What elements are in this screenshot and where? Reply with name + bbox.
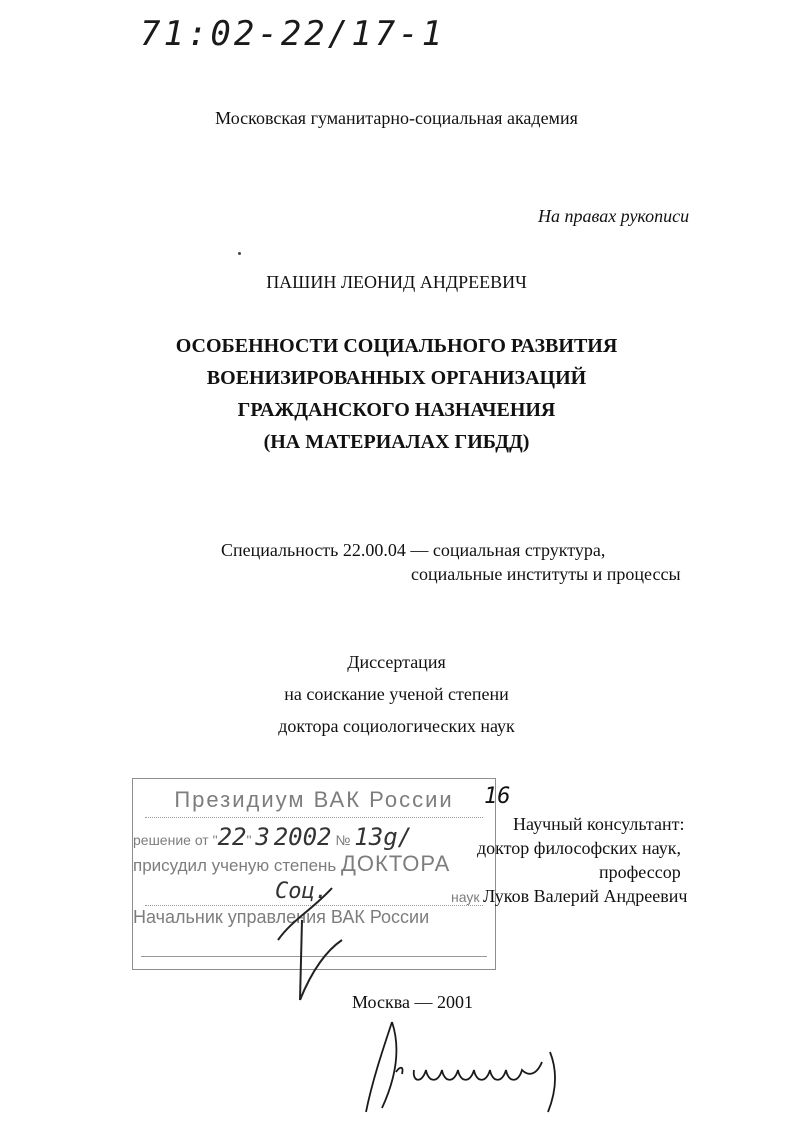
archive-code: 71:02-22/17-1 <box>140 14 446 54</box>
degree-field: доктора социологических наук <box>278 716 515 736</box>
stamp-awarded <box>133 851 495 877</box>
stamp-decision: решение от "22" 3 2002 № 13g/ <box>133 823 413 851</box>
stamp-awarded-prefix: присудил ученую степень <box>133 856 337 875</box>
scan-speck <box>238 252 241 255</box>
dissertation-title <box>0 330 793 458</box>
stamp-decision-month: 3 <box>255 823 270 851</box>
title-line-3: ГРАЖДАНСКОГО НАЗНАЧЕНИЯ <box>237 399 556 421</box>
rights-note: На правах рукописи <box>538 206 690 226</box>
consultant-label: Научный консультант: <box>513 814 685 834</box>
title-line-4: (НА МАТЕРИАЛАХ ГИБДД) <box>263 431 530 453</box>
organization-name: Московская гуманитарно-социальная академия <box>215 108 578 128</box>
dissertation-label: Диссертация <box>347 652 446 672</box>
place-year: Москва — 2001 <box>352 992 473 1012</box>
consultant-rank: профессор <box>599 862 681 882</box>
stamp-divider <box>145 817 483 818</box>
stamp-head: Начальник управления ВАК России <box>133 907 430 927</box>
stamp-field-handwritten: Соц. <box>275 879 328 904</box>
consultant-degree: доктор философских наук, <box>477 838 681 858</box>
author-signature-icon <box>352 1012 572 1122</box>
stamp-signature-icon <box>272 880 352 1010</box>
specialty-line-2: социальные институты и процессы <box>411 564 681 584</box>
title-line-1: ОСОБЕННОСТИ СОЦИАЛЬНОГО РАЗВИТИЯ <box>175 335 618 357</box>
stamp-extra-mark: 16 <box>484 784 511 809</box>
stamp-number-label: № <box>335 832 351 848</box>
stamp-decision-year: 2002 <box>273 823 332 851</box>
stamp-awarded-degree: ДОКТОРА <box>341 851 451 876</box>
stamp-decision-day: 22 <box>217 823 247 851</box>
consultant-name: Луков Валерий Андреевич <box>483 886 688 906</box>
title-line-2: ВОЕНИЗИРОВАННЫХ ОРГАНИЗАЦИЙ <box>206 367 587 389</box>
stamp-header: Президиум ВАК России <box>174 787 454 812</box>
author-name: ПАШИН ЛЕОНИД АНДРЕЕВИЧ <box>266 272 527 292</box>
specialty-line-1: Специальность 22.00.04 — социальная структура, <box>221 540 606 560</box>
stamp-field-suffix: наук <box>451 889 480 905</box>
stamp-number-value: 13g/ <box>354 823 413 851</box>
stamp-decision-prefix: решение от " <box>133 832 218 848</box>
degree-sought: на соискание ученой степени <box>284 684 509 704</box>
